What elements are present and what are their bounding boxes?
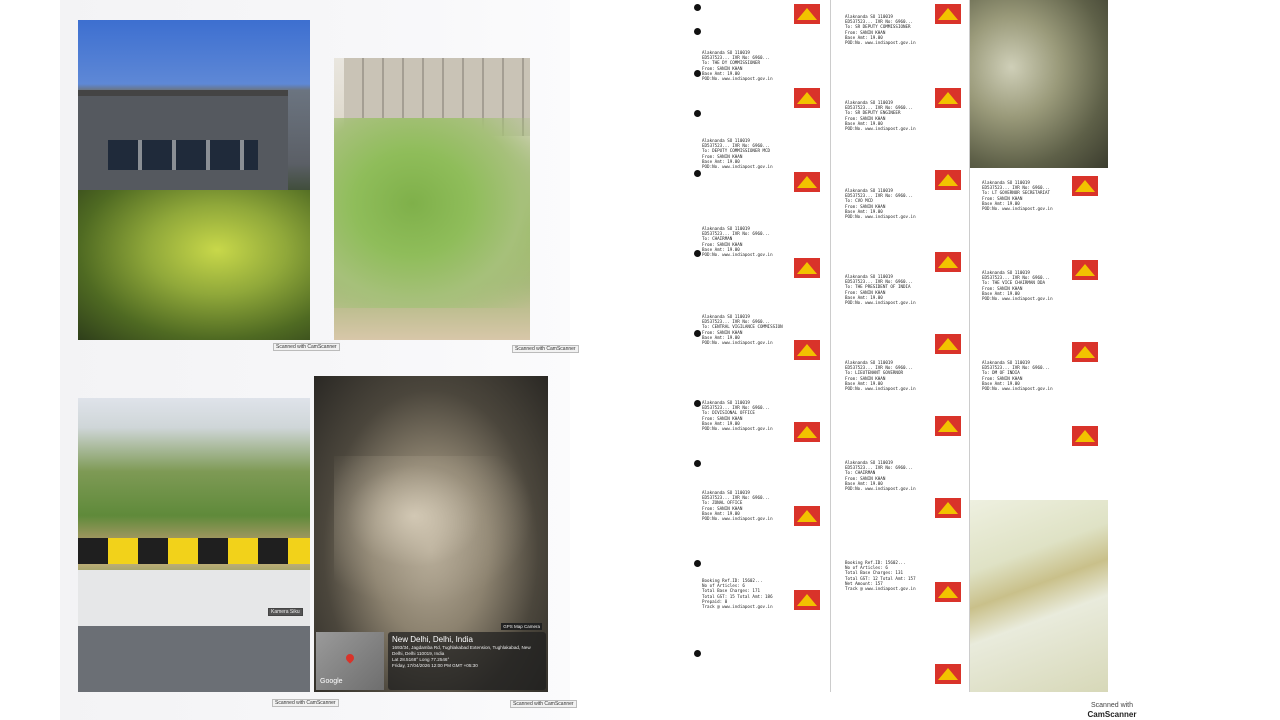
punch-hole [694,560,701,567]
gps-title: New Delhi, Delhi, India [392,635,473,644]
receipt-entry: Alaknanda SO 110019 ED537523... IVR No: 6960... To: ZONAL OFFICE From: SANIN KHAN Base Amt: 19.00 POD:No. www.indiapost.gov.in [702,490,773,522]
india-post-logo-icon [935,4,961,24]
overlay-label: Kamera Siku [268,608,303,616]
receipt-entry: Alaknanda SO 110019 ED537523... IVR No: 6960... To: DIVISIONAL OFFICE From: SANIN KHAN Base Amt: 19.00 POD:No. www.indiapost.gov.in [702,400,773,432]
receipt-entry: Alaknanda SO 110019 ED537523... IVR No: 6960... To: THE PRESIDENT OF INDIA From: SANIN KHAN Base Amt: 19.00 POD:No. www.indiapost.gov.in [845,274,916,306]
gps-datetime: Friday, 17/04/2026 12:00 PM GMT +05:30 [392,663,478,668]
punch-hole [694,250,701,257]
punch-hole [694,650,701,657]
gps-info-panel [388,624,546,690]
punch-hole [694,28,701,35]
india-post-logo-icon [794,590,820,610]
receipt-entry: Alaknanda SO 110019 ED537523... IVR No: 6960... To: CENTRAL VIGILANCE COMMISSION From: SANIN KHAN Base Amt: 19.00 POD:No. www.indiapost.gov.in [702,314,783,346]
india-post-logo-icon [935,664,961,684]
receipt-column-2 [831,0,970,692]
camscanner-badge-4: Scanned with CamScanner [510,700,577,708]
india-post-logo-icon [794,4,820,24]
debris-highlights [334,456,534,606]
india-post-logo-icon [794,422,820,442]
camscanner-badge-2: Scanned with CamScanner [512,345,579,353]
booking-summary: Booking Ref.ID: 15602... No of Articles: 6 Total Base Charges: 171 Total GST: 15 Total Amt: 186 Prepaid: 0 Track @ www.indiapost.gov.in [702,578,773,610]
punch-hole [694,4,701,11]
india-post-logo-icon [794,506,820,526]
receipt-entry: Alaknanda SO 110019 ED537523... IVR No: 6960... To: THE VICE CHAIRMAN DDA From: SANIN KHAN Base Amt: 19.00 POD:No. www.indiapost.gov.in [982,270,1053,302]
receipt-column-3 [970,0,1108,692]
tree-canopy [334,118,530,308]
receipt-column-1 [688,0,831,692]
receipt-entry: Alaknanda SO 110019 ED537523... IVR No: 6960... To: THE DY COMMISSIONER From: SANIN KHAN Base Amt: 19.00 POD:No. www.indiapost.gov.in [702,50,773,82]
scan-footer-line2: CamScanner [1087,710,1137,719]
india-post-logo-icon [1072,426,1098,446]
receipt-entry: Alaknanda SO 110019 ED537523... IVR No: 6960... To: SR DEPUTY ENGINEER From: SANIN KHAN Base Amt: 19.00 POD:No. www.indiapost.gov.in [845,100,916,132]
india-post-logo-icon [1072,260,1098,280]
gps-map-thumbnail [316,632,384,690]
india-post-logo-icon [1072,342,1098,362]
receipt-entry: Alaknanda SO 110019 ED537523... IVR No: 6960... To: CVO MCD From: SANIN KHAN Base Amt: 19.00 POD:No. www.indiapost.gov.in [845,188,916,220]
punch-hole [694,330,701,337]
india-post-logo-icon [935,582,961,602]
receipt-entry: Alaknanda SO 110019 ED537523... IVR No: 6960... To: CHAIRMAN From: SANIN KHAN Base Amt: 19.00 POD:No. www.indiapost.gov.in [702,226,773,258]
gps-coords: Lat 28.5168° Long 77.2546° [392,657,450,662]
india-post-logo-icon [935,170,961,190]
receipt-entry: Alaknanda SO 110019 ED537523... IVR No: 6960... To: CHAIRMAN From: SANIN KHAN Base Amt: 19.00 POD:No. www.indiapost.gov.in [845,460,916,492]
photo-debris-gps [314,376,548,692]
receipt-entry: Alaknanda SO 110019 ED537523... IVR No: 6960... To: LT GOVERNOR SECRETARIAT From: SANIN KHAN Base Amt: 19.00 POD:No. www.indiapost.gov.in [982,180,1053,212]
camscanner-badge-1: Scanned with CamScanner [273,343,340,351]
punch-hole [694,170,701,177]
shrub-foliage [78,190,310,340]
booking-summary: Booking Ref.ID: 15602... No of Articles: 6 Total Base Charges: 131 Total GST: 12 Total Amt: 157 Net Amount: 157 Track @ www.indiapost.gov.in [845,560,916,592]
india-post-logo-icon [935,252,961,272]
india-post-logo-icon [794,258,820,278]
punch-hole [694,460,701,467]
india-post-logo-icon [935,334,961,354]
curb-stripes [78,538,310,564]
india-post-logo-icon [935,498,961,518]
receipt-entry: Alaknanda SO 110019 ED537523... IVR No: 6960... To: DEPUTY COMMISSIONER MCD From: SANIN KHAN Base Amt: 19.00 POD:No. www.indiapost.gov.in [702,138,773,170]
india-post-logo-icon [794,172,820,192]
camscanner-watermark [1078,702,1146,720]
google-label: Google [320,678,343,685]
punch-hole [694,70,701,77]
gps-app-label: GPS Map Camera [503,624,540,629]
gps-address: 1693/34, Jagdamba Rd, Tughlakabad Extension, Tughlakabad, New Delhi, Delhi 110019, India [392,645,531,656]
receipt-strip [970,168,1108,500]
photo-roadside-curb [78,398,310,692]
india-post-logo-icon [794,340,820,360]
india-post-logo-icon [1072,176,1098,196]
india-post-logo-icon [935,416,961,436]
road-surface [78,570,310,630]
receipt-entry: Alaknanda SO 110019 ED537523... IVR No: 6960... To: SR DEPUTY COMMISSIONER From: SANIN KHAN Base Amt: 19.00 POD:No. www.indiapost.gov.in [845,14,916,46]
map-pin-icon [344,652,355,663]
india-post-logo-icon [935,88,961,108]
punch-hole [694,400,701,407]
marble-texture-top [970,0,1108,168]
camscanner-badge-3: Scanned with CamScanner [272,699,339,707]
photo-info-strip [78,626,310,692]
india-post-logo-icon [794,88,820,108]
receipt-entry: Alaknanda SO 110019 ED537523... IVR No: 6960... To: DM OF INDIA From: SANIN KHAN Base Amt: 19.00 POD:No. www.indiapost.gov.in [982,360,1053,392]
scan-footer-line1: Scanned with [1090,702,1134,709]
marble-texture-bottom [970,500,1108,692]
photo-building-shrubs [78,20,310,340]
punch-hole [694,110,701,117]
building-windows [108,140,258,170]
receipt-entry: Alaknanda SO 110019 ED537523... IVR No: 6960... To: LIEUTENANT GOVERNOR From: SANIN KHAN Base Amt: 19.00 POD:No. www.indiapost.gov.in [845,360,916,392]
photo-tree-building [334,58,530,340]
